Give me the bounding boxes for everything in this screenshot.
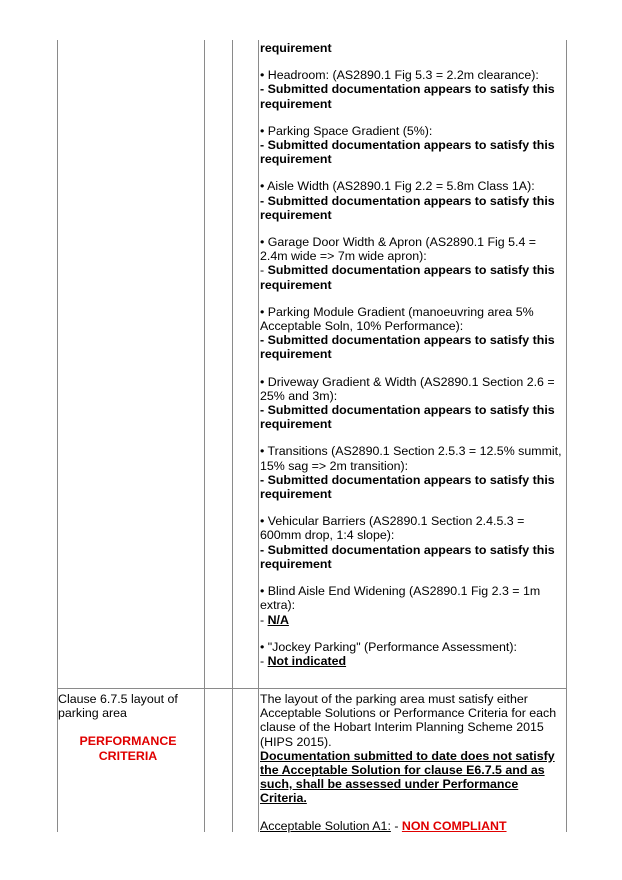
clause-description: The layout of the parking area must satisfy either Acceptable Solutions or Performance Criteria for each clause of the Hobart Interim Planning Scheme 2015 (HIPS 2015). — [260, 692, 557, 749]
clause-finding: Documentation submitted to date does not satisfy the Acceptable Solution for clause E6.7.5 and as such, shall be assessed under Performance Criteria. — [260, 748, 555, 806]
continuation-text: requirement — [260, 41, 332, 55]
criterion-jockey: • "Jockey Parking" (Performance Assessment): - Not indicated — [260, 639, 517, 668]
table-border-right — [566, 40, 567, 832]
clause-cell — [58, 692, 198, 763]
criterion-driveway: • Driveway Gradient & Width (AS2890.1 Section 2.6 = 25% and 3m): - Submitted documentation appears to satisfy this requirement — [260, 374, 555, 432]
compliance-status: NON COMPLIANT — [401, 818, 507, 833]
criterion-blind-aisle: • Blind Aisle End Widening (AS2890.1 Fig 2.3 = 1m extra): - N/A — [260, 584, 541, 627]
table-border-col3 — [232, 40, 233, 832]
criteria-label: PERFORMANCE CRITERIA — [79, 734, 177, 763]
table-border-col2 — [204, 40, 205, 832]
criterion-module-gradient: • Parking Module Gradient (manoeuvring area 5% Acceptable Soln, 10% Performance): - Submitted documentation appears to satisfy this requirement — [260, 304, 555, 362]
criterion-garage-door: • Garage Door Width & Apron (AS2890.1 Fig 5.4 = 2.4m wide => 7m wide apron): - Submitted documentation appears to satisfy this requirement — [260, 235, 555, 292]
clause-title: Clause 6.7.5 layout of parking area — [58, 692, 178, 721]
criterion-space-gradient: • Parking Space Gradient (5%): - Submitted documentation appears to satisfy this requirement — [260, 123, 555, 167]
criterion-barriers: • Vehicular Barriers (AS2890.1 Section 2.4.5.3 = 600mm drop, 1:4 slope): - Submitted documentation appears to satisfy this requirement — [260, 514, 555, 571]
criterion-aisle-width: • Aisle Width (AS2890.1 Fig 2.2 = 5.8m Class 1A): - Submitted documentation appears to satisfy this requirement — [260, 179, 555, 222]
table-border-col4 — [258, 40, 259, 832]
parking-requirements-cell — [260, 41, 562, 681]
acceptable-solution-line: Acceptable Solution A1: - NON COMPLIANT — [260, 818, 507, 833]
criterion-headroom: • Headroom: (AS2890.1 Fig 5.3 = 2.2m clearance): - Submitted documentation appears to satisfy this requirement — [260, 68, 555, 111]
criterion-transitions: • Transitions (AS2890.1 Section 2.5.3 = 12.5% summit, 15% sag => 2m transition): - Submitted documentation appears to satisfy this requirement — [260, 444, 562, 502]
clause-assessment-cell — [260, 692, 562, 846]
table-row-divider — [57, 688, 567, 689]
